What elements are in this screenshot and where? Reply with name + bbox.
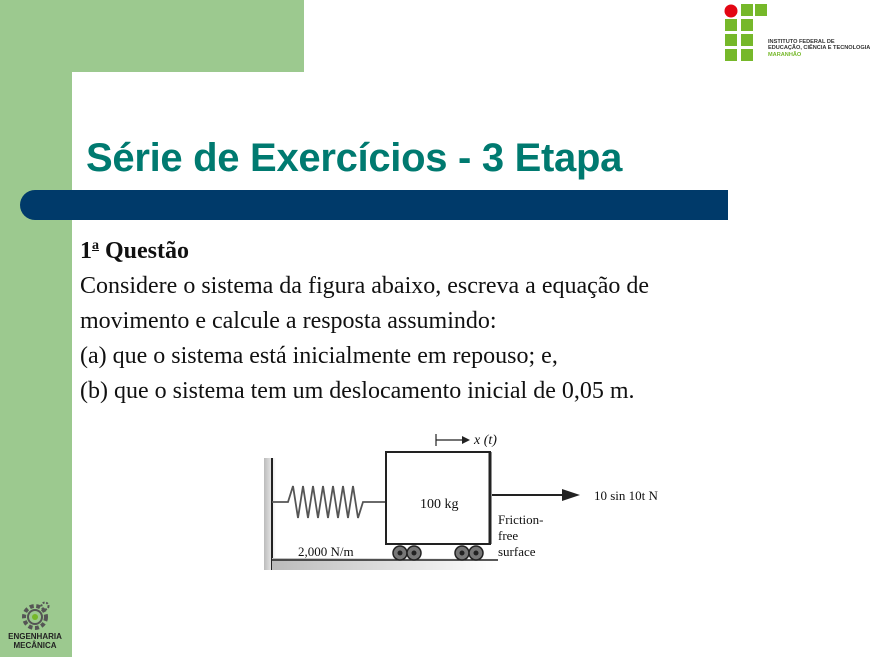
institute-campus: MARANHÃO [768,51,802,58]
surface-label-line: Friction- [498,512,544,527]
mass-spring-figure [262,428,682,578]
wheel-hub [460,551,465,556]
wall-hatch [264,458,276,570]
logo-red-circle [725,5,738,18]
gear-icon [2,600,68,634]
institute-logo [722,2,868,64]
question-ordinal: a [92,238,99,253]
spring-label: 2,000 N/m [298,544,354,559]
surface-label-line: free [498,528,519,543]
question-line: (b) que o sistema tem um deslocamento inicial de 0,05 m. [80,378,635,404]
question-line: (a) que o sistema está inicialmente em repouso; e, [80,343,558,369]
question-number: 1 [80,238,92,264]
question-line: Considere o sistema da figura abaixo, escreva a equação de [80,273,650,299]
wheel-hub [398,551,403,556]
logo-square [741,4,753,16]
engineering-logo-text [2,632,68,650]
question-line: movimento e calcule a resposta assumindo: [80,308,497,334]
logo-square [741,34,753,46]
institute-name [768,39,870,58]
mass-label: 100 kg [420,497,459,512]
engineering-logo-line: MECÂNICA [13,641,57,650]
engineering-logo [2,600,68,655]
surface-label-line: surface [498,544,536,559]
logo-square [725,19,737,31]
spring [272,486,386,518]
logo-square [755,4,767,16]
slide-title: Série de Exercícios - 3 Etapa [86,136,623,180]
wheel-hub [412,551,417,556]
question-heading [80,228,840,269]
force-arrow-head [562,489,580,501]
logo-square [725,34,737,46]
logo-square [741,19,753,31]
top-green-band [0,0,304,72]
institute-logo-mark [722,2,768,64]
left-green-band [0,0,72,657]
force-label: 10 sin 10t N [594,488,658,503]
logo-square [725,49,737,61]
institute-name-line: EDUCAÇÃO, CIÊNCIA E TECNOLOGIA [768,45,870,52]
engineering-logo-line: ENGENHARIA [8,632,62,641]
x-arrow-head [462,436,470,444]
title-underline-bar [20,190,728,220]
question-word: Questão [99,238,189,264]
wheel-hub [474,551,479,556]
institute-name-line: INSTITUTO FEDERAL DE [768,39,835,45]
question-body [80,228,840,409]
logo-square [741,49,753,61]
displacement-label: x (t) [474,433,497,448]
